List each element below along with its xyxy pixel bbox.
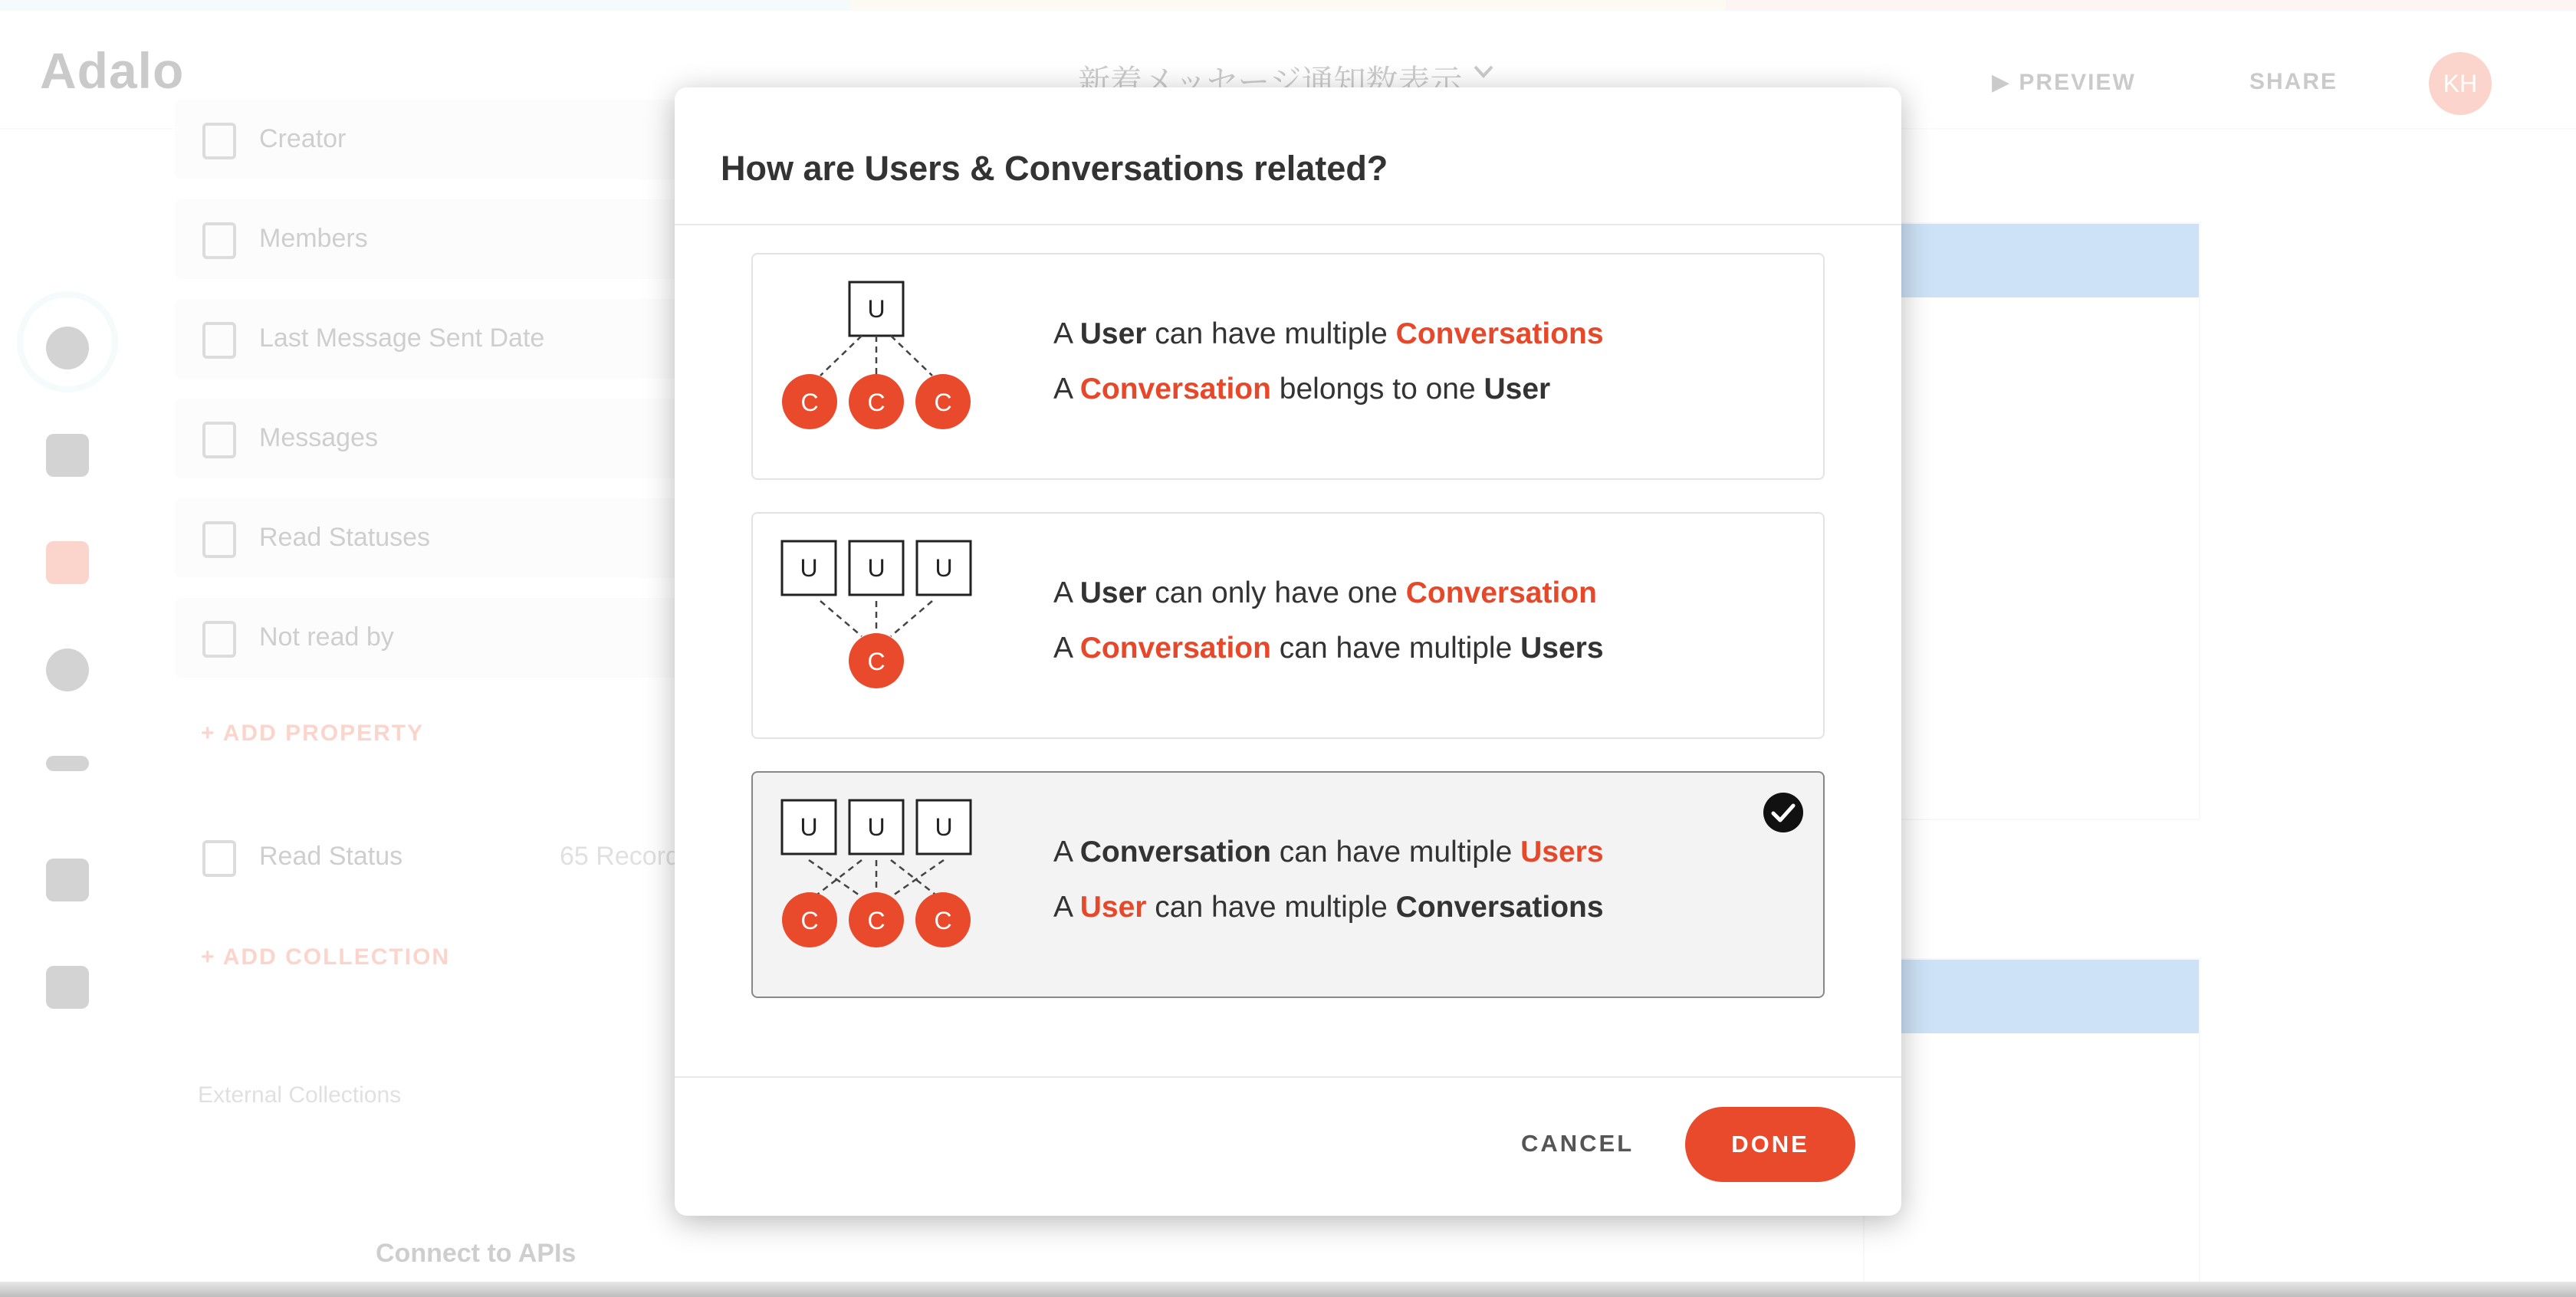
user-letter: U [800, 813, 818, 841]
done-button[interactable]: DONE [1685, 1107, 1855, 1182]
option-description-line-2: A User can have multiple Conversations [1053, 891, 1604, 924]
divider [675, 224, 1901, 225]
footer-divider [675, 1076, 1901, 1078]
relationship-dialog [675, 87, 1901, 1216]
conversation-letter: C [800, 907, 819, 934]
conversation-letter: C [867, 648, 886, 675]
user-letter: U [800, 554, 818, 582]
relationship-option-many-to-one[interactable] [751, 512, 1825, 739]
window-bottom-edge [0, 1282, 2576, 1297]
cancel-button[interactable]: CANCEL [1521, 1130, 1635, 1157]
one-to-many-diagram-icon [780, 281, 972, 455]
conversation-letter: C [867, 389, 886, 416]
conversation-letter: C [800, 389, 819, 416]
relationship-option-one-to-many[interactable] [751, 253, 1825, 480]
user-letter: U [935, 554, 953, 582]
conversation-letter: C [934, 389, 952, 416]
option-description-line-2: A Conversation can have multiple Users [1053, 632, 1604, 665]
user-letter: U [867, 813, 886, 841]
option-description-line-2: A Conversation belongs to one User [1053, 373, 1551, 406]
many-to-many-diagram-icon [780, 799, 972, 974]
option-description-line-1: A User can have multiple Conversations [1053, 317, 1604, 350]
user-letter: U [867, 554, 886, 582]
option-description-line-1: A Conversation can have multiple Users [1053, 836, 1604, 868]
dialog-title: How are Users & Conversations related? [721, 149, 1388, 188]
conversation-letter: C [867, 907, 886, 934]
conversation-letter: C [934, 907, 952, 934]
relationship-option-many-to-many[interactable] [751, 771, 1825, 998]
many-to-one-diagram-icon [780, 540, 972, 714]
user-letter: U [867, 295, 886, 323]
option-description-line-1: A User can only have one Conversation [1053, 576, 1597, 609]
checkmark-circle-icon [1762, 791, 1805, 834]
user-letter: U [935, 813, 953, 841]
